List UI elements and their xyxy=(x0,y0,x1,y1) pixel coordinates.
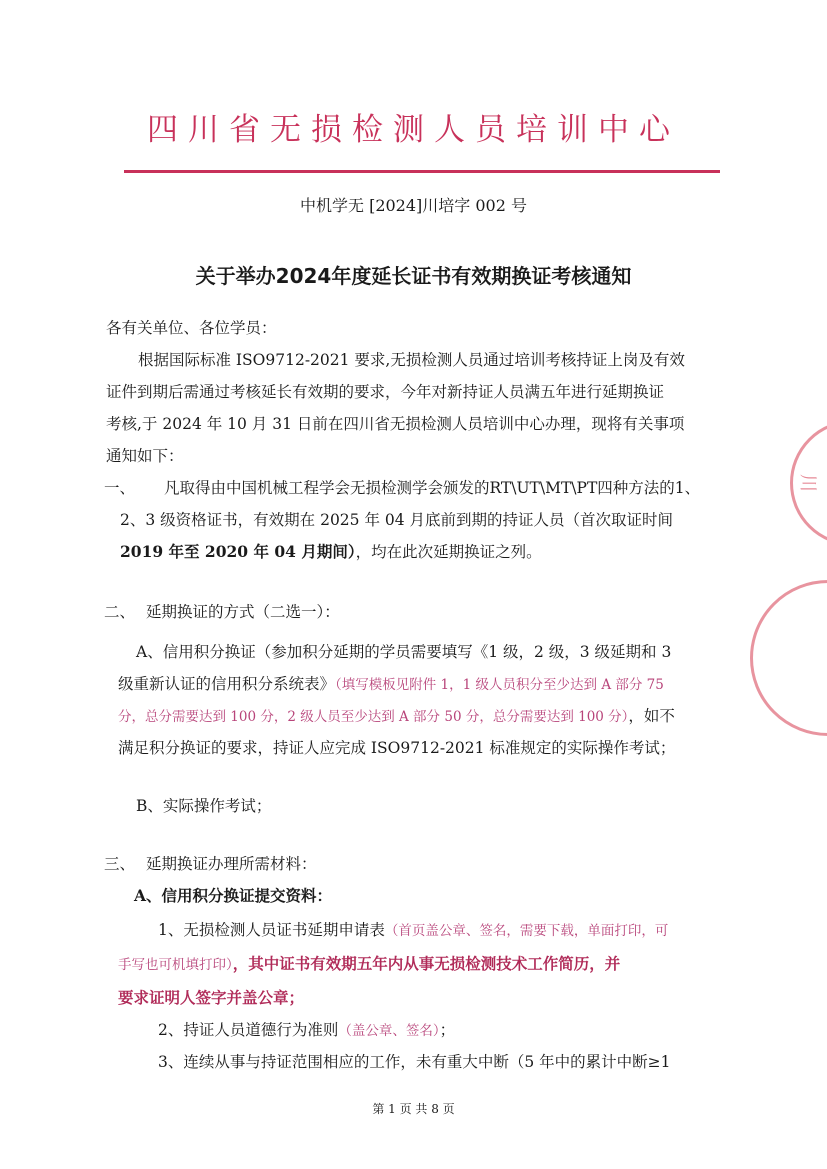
option-a-line-4: 满足积分换证的要求，持证人应完成 ISO9712-2021 标准规定的实际操作考试； xyxy=(118,739,676,757)
material-2-note: （盖公章、签名） xyxy=(338,1023,440,1039)
material-3: 3、连续从事与持证范围相应的工作，未有重大中断（5 年中的累计中断≥1 xyxy=(158,1053,671,1071)
section1-line-1: 凡取得由中国机械工程学会无损检测学会颁发的RT\UT\MT\PT四种方法的1、 xyxy=(164,479,701,497)
material-1-note: （首页盖公章、签名，需要下载，单面打印，可 xyxy=(384,923,669,939)
option-a-note-2: 分，总分需要达到 100 分，2 级人员至少达到 A 部分 50 分，总分需要达到 100 分） xyxy=(118,709,629,725)
material-1-line-1 xyxy=(158,918,668,940)
salutation: 各有关单位、各位学员： xyxy=(106,319,277,337)
material-2 xyxy=(158,1018,455,1040)
material-2-end: ； xyxy=(439,1021,456,1039)
section1-period-bold: 2019 年至 2020 年 04 月期间） xyxy=(120,542,356,561)
material-1-line-2 xyxy=(118,952,620,974)
option-a-line-2 xyxy=(118,672,664,694)
document-number: 中机学无 [2024]川培字 002 号 xyxy=(299,196,527,215)
intro-line-2: 证件到期后需通过考核延长有效期的要求，今年对新持证人员满五年进行延期换证 xyxy=(106,383,665,401)
notice-title: 关于举办2024年度延长证书有效期换证考核通知 xyxy=(195,264,632,288)
option-a-line-1: A、信用积分换证（参加积分延期的学员需要填写《1 级，2 级，3 级延期和 3 xyxy=(136,643,672,661)
intro-line-4: 通知如下： xyxy=(106,447,184,465)
section1-line-3-tail: ，均在此次延期换证之列。 xyxy=(355,543,542,561)
intro-line-1: 根据国际标准 ISO9712-2021 要求,无损检测人员通过培训考核持证上岗及有效 xyxy=(138,351,685,369)
page-footer: 第 1 页 共 8 页 xyxy=(372,1102,455,1116)
intro-line-3: 考核,于 2024 年 10 月 31 日前在四川省无损检测人员培训中心办理，现将有关事项 xyxy=(106,415,685,433)
option-b: B、实际操作考试； xyxy=(136,797,272,815)
header-divider xyxy=(124,170,720,173)
section2-marker: 二、 xyxy=(104,603,136,621)
material-1-line-3: 要求证明人签字并盖公章； xyxy=(118,988,305,1007)
section3-marker: 三、 xyxy=(104,855,136,873)
material-1-note-cont: 手写也可机填打印） xyxy=(118,957,233,973)
material-1-requirement: ，其中证书有效期五年内从事无损检测技术工作简历，并 xyxy=(232,954,621,973)
partial-seal-stamp-2 xyxy=(750,580,827,736)
seal-mark: 川 xyxy=(797,474,818,492)
section1-marker: 一、 xyxy=(104,479,136,497)
section3-heading: 延期换证办理所需材料： xyxy=(146,855,317,873)
material-2-label: 2、持证人员道德行为准则 xyxy=(158,1021,339,1039)
section1-line-2: 2、3 级资格证书，有效期在 2025 年 04 月底前到期的持证人员（首次取证时间 xyxy=(120,511,674,529)
option-a-line-3 xyxy=(118,704,675,726)
org-header-title: 四川省无损检测人员培训中心 xyxy=(147,112,680,148)
material-1-label: 1、无损检测人员证书延期申请表 xyxy=(158,921,385,939)
option-a-note-1: （填写模板见附件 1，1 级人员积分至少达到 A 部分 75 xyxy=(335,677,664,693)
section2-heading: 延期换证的方式（二选一）： xyxy=(146,603,340,621)
option-a-line-3-tail: ，如不 xyxy=(628,707,675,725)
section1-line-3 xyxy=(120,540,542,562)
option-a-form-name: 级重新认证的信用积分系统表》 xyxy=(118,675,336,693)
section3-sub-a: A、信用积分换证提交资料： xyxy=(134,886,333,905)
